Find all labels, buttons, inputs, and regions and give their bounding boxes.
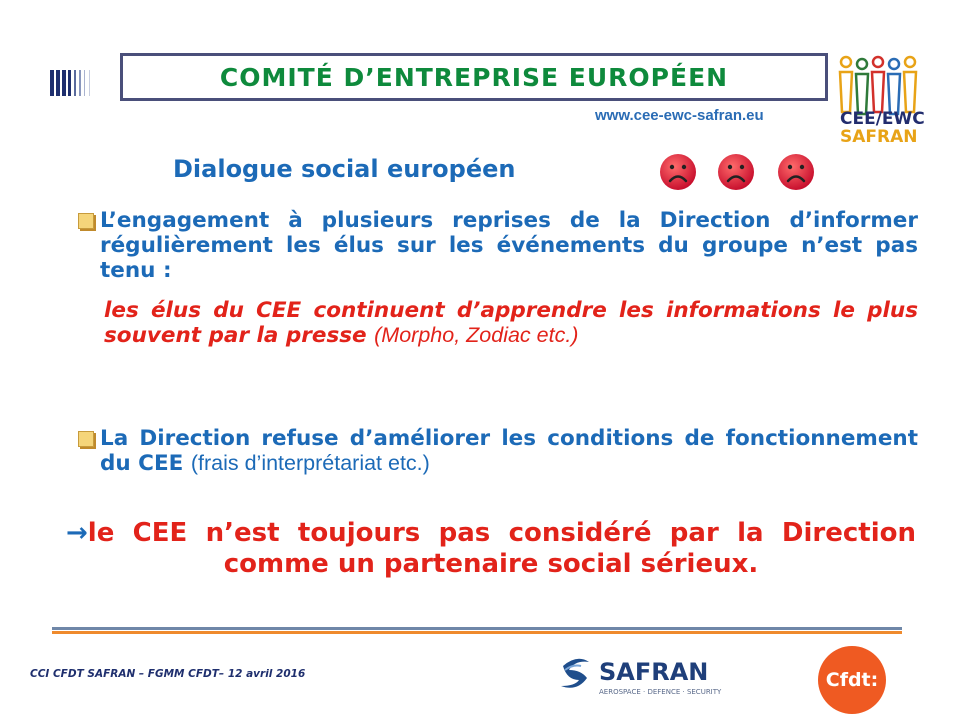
decorative-bars: [50, 70, 92, 96]
bullet-square-icon: [78, 431, 94, 447]
page-title: COMITÉ D’ENTREPRISE EUROPÉEN: [219, 62, 729, 92]
conclusion-text: le CEE n’est toujours pas considéré par la Direction comme un partenaire social sérieux.: [87, 518, 916, 579]
bullet-square-icon: [78, 213, 94, 229]
safran-wordmark: SAFRAN: [599, 658, 709, 686]
bullet-text: La Direction refuse d’améliorer les conditions de fonctionnement du CEE: [100, 426, 918, 476]
highlight-examples: (Morpho, Zodiac etc.): [374, 323, 579, 347]
divider-line: [52, 627, 902, 630]
bullet-item: [78, 208, 918, 283]
right-arrow-icon: →: [66, 518, 88, 548]
logo-label-cee-ewc: CEE/EWC: [840, 109, 925, 129]
footer-credit: CCI CFDT SAFRAN – FGMM CFDT– 12 avril 2016: [30, 668, 306, 680]
cfdt-label: Cfdt:: [825, 669, 879, 691]
bullet-text: L’engagement à plusieurs reprises de la Direction d’informer régulièrement les élus sur les événements du groupe n’est pas tenu :: [100, 208, 918, 283]
safran-tagline: AEROSPACE · DEFENCE · SECURITY: [599, 688, 722, 696]
divider-line-accent: [52, 631, 902, 634]
safran-logo-icon: [555, 652, 745, 702]
title-box: [120, 53, 828, 101]
sad-face-icon: [776, 152, 816, 192]
sad-face-icon: [716, 152, 756, 192]
website-link[interactable]: www.cee-ewc-safran.eu: [595, 107, 764, 124]
cfdt-logo: [818, 646, 886, 714]
highlight-paragraph: [104, 298, 918, 348]
highlight-text: les élus du CEE continuent d’apprendre les informations le plus souvent par la presse: [104, 298, 918, 348]
section-subtitle: Dialogue social européen: [173, 155, 516, 183]
bullet-item: [78, 426, 918, 476]
logo-label-safran: SAFRAN: [840, 127, 918, 147]
bullet-text-wrap: [100, 426, 918, 476]
bullet-examples: (frais d’interprétariat etc.): [190, 451, 430, 475]
conclusion: [66, 518, 916, 580]
sad-face-icon: [658, 152, 698, 192]
